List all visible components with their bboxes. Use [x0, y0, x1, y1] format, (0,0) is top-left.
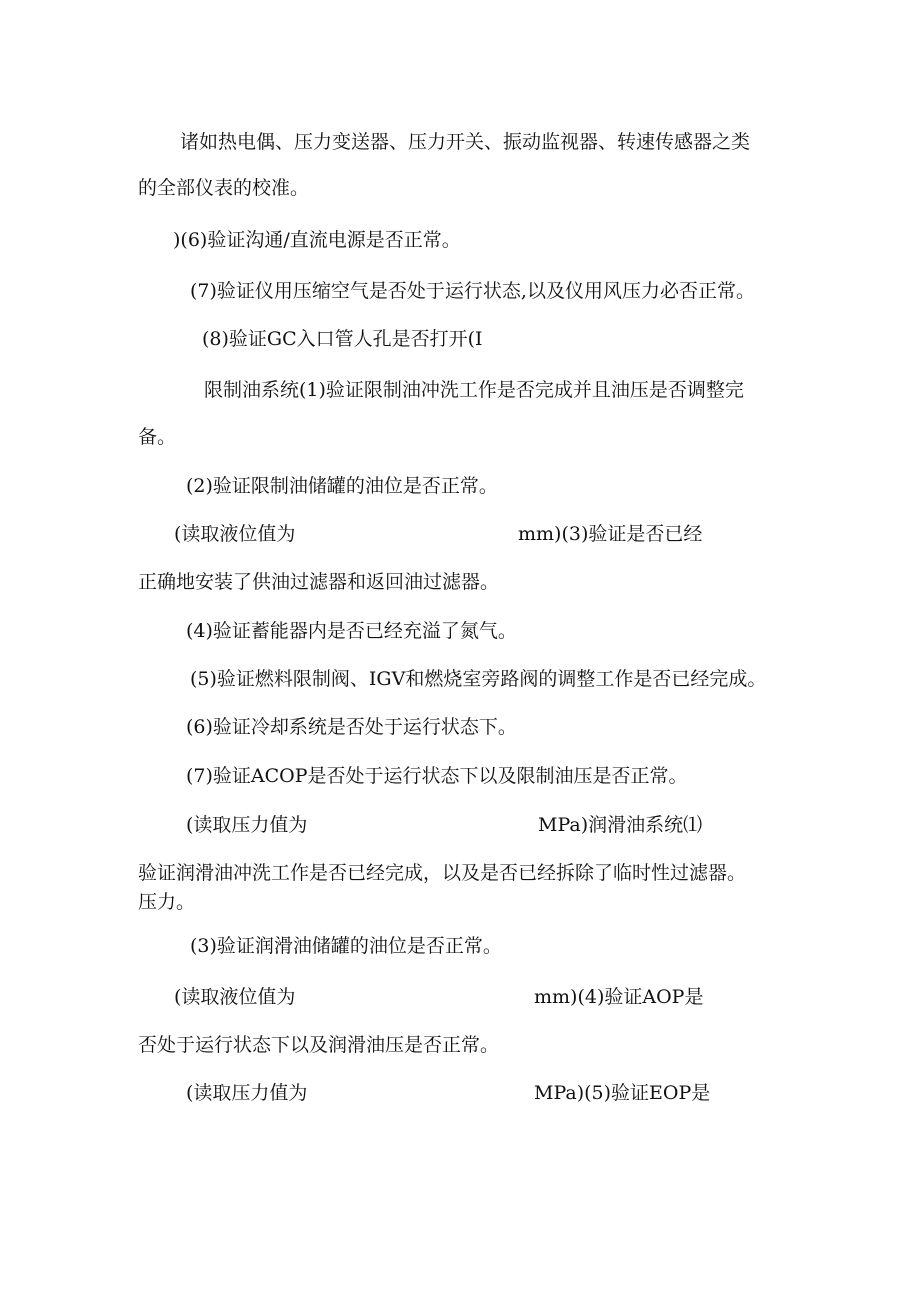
text-line-16: 验证润滑油冲洗工作是否已经完成，以及是否已经拆除了临时性过滤器。 [138, 862, 747, 884]
text-line-9-right: mm)(3)验证是否已经 [518, 523, 703, 545]
text-line-13: (6)验证冷却系统是否处于运行状态下。 [186, 716, 517, 738]
text-line-17: 压力。 [138, 891, 196, 913]
text-line-20: 否处于运行状态下以及润滑油压是否正常。 [138, 1034, 500, 1056]
text-line-19-right: mm)(4)验证AOP是 [534, 986, 704, 1008]
text-line-21-left: (读取压力值为 [186, 1082, 308, 1104]
text-line-8: (2)验证限制油储罐的油位是否正常。 [186, 475, 498, 497]
text-line-12: (5)验证燃料限制阀、IGV和燃烧室旁路阀的调整工作是否已经完成。 [190, 668, 767, 690]
text-line-6: 限制油系统(1)验证限制油冲洗工作是否完成并且油压是否调整完 [204, 379, 744, 401]
text-line-19-left: (读取液位值为 [174, 986, 296, 1008]
text-line-14: (7)验证ACOP是否处于运行状态下以及限制油压是否正常。 [186, 765, 688, 787]
text-line-15-left: (读取压力值为 [186, 814, 308, 836]
text-line-21-right: MPa)(5)验证EOP是 [534, 1082, 711, 1104]
text-line-10: 正确地安装了供油过滤器和返回油过滤器。 [138, 571, 500, 593]
text-line-2: 的全部仪表的校准。 [138, 177, 310, 199]
text-line-4: (7)验证仪用压缩空气是否处于运行状态,以及仪用风压力必否正常。 [190, 280, 755, 302]
text-line-3: )(6)验证沟通/直流电源是否正常。 [173, 229, 461, 251]
text-line-11: (4)验证蓄能器内是否已经充溢了氮气。 [186, 620, 517, 642]
text-line-7: 备。 [138, 426, 177, 448]
text-line-5: (8)验证GC入口管人孔是否打开(I [202, 328, 483, 350]
text-line-9-left: (读取液位值为 [174, 523, 296, 545]
text-line-15-right: MPa)润滑油系统⑴ [538, 814, 703, 836]
text-line-18: (3)验证润滑油储罐的油位是否正常。 [190, 935, 502, 957]
text-line-1: 诸如热电偶、压力变送器、压力开关、振动监视器、转速传感器之类 [180, 131, 751, 153]
